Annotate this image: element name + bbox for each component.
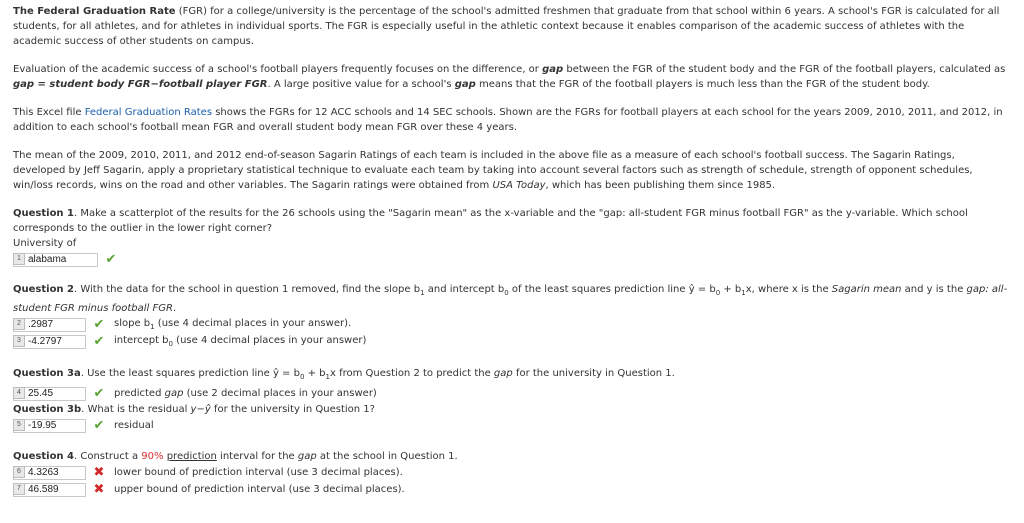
sub-1: 1 [150, 323, 155, 331]
sub-0: 0 [168, 340, 173, 348]
answer-description: upper bound of prediction interval (use 3 decimal places). [114, 484, 405, 495]
answer-field-5[interactable] [13, 419, 86, 433]
question-4-answer-row-lower [13, 464, 1010, 481]
q3b-text-a: . What is the residual [81, 404, 191, 415]
answer-field-2[interactable] [13, 318, 86, 332]
gap-term: gap [493, 368, 513, 379]
gap-text-a: Evaluation of the academic success of a school's football players frequently focuses on the difference, or [13, 64, 543, 75]
question-1-label: Question 1 [13, 208, 74, 219]
q2-text-a: . With the data for the school in question 1 removed, find the slope b [74, 284, 421, 295]
question-1 [13, 206, 1010, 236]
residual-expression: y−ŷ [190, 404, 211, 415]
incorrect-x-icon: ✖ [93, 465, 105, 480]
sub-0: 0 [299, 373, 305, 381]
answer-description: residual [114, 420, 154, 431]
gap-formula: gap = student body FGR−football player FGR [13, 79, 268, 90]
question-3b-answer-row [13, 417, 1010, 434]
question-4 [13, 449, 1010, 464]
excel-paragraph [13, 105, 1010, 135]
sagarin-text-b: , which has been publishing them since 1985. [545, 180, 776, 191]
q3b-text-b: for the university in Question 1? [210, 404, 375, 415]
q2-text-d: + b [720, 284, 742, 295]
q3a-text-d: for the university in Question 1. [512, 368, 675, 379]
x-variable: Sagarin mean [831, 284, 902, 295]
answer-field-7[interactable] [13, 483, 86, 497]
correct-check-icon: ✔ [93, 418, 105, 433]
question-3a-answer-row [13, 385, 1010, 402]
intro-text: (FGR) for a college/university is the percentage of the school's admitted freshmen that graduate from that school within 6 years. A school's FGR is calculated for all students, for all athletes, and for athletes in individual sports. The FGR is especially useful in the athletic context because it enables comparison of the academic success of athletes with the academic success of other students on campus. [13, 6, 1000, 47]
question-4-answer-row-upper [13, 481, 1010, 498]
question-2-label: Question 2 [13, 284, 74, 295]
answer-number-tag: 2 [13, 318, 25, 330]
answer-field-4[interactable] [13, 387, 86, 401]
answer-number-tag: 7 [13, 483, 25, 495]
incorrect-x-icon: ✖ [93, 482, 105, 497]
q3a-text-c: x from Question 2 to predict the [330, 368, 494, 379]
usa-today-source: USA Today [492, 180, 546, 191]
sub-1: 1 [325, 373, 330, 381]
sub-0: 0 [715, 289, 721, 297]
gap-term-2: gap [454, 79, 476, 90]
answer-field-1[interactable] [13, 253, 98, 267]
q3a-text-a: . Use the least squares prediction line ŷ = b [80, 368, 300, 379]
q4-text-d: at the school in Question 1. [316, 451, 458, 462]
sagarin-text-a: The mean of the 2009, 2010, 2011, and 2012 end-of-season Sagarin Ratings of each team is included in the above file as a measure of each school's football success. The Sagarin Ratings, developed by Jeff Sagarin, apply a proprietary statistical technique to evaluate each team by taking into account several factors such as strength of schedule, strength of opponent schedules, win/loss records, wins on the road and other variables. The Sagarin ratings were obtained from [13, 150, 973, 191]
answer-number-tag: 1 [13, 253, 25, 265]
desc-b: (use 2 decimal places in your answer) [183, 388, 377, 399]
gap-term: gap [297, 451, 317, 462]
question-1-prefix: University of [13, 238, 77, 249]
question-3b [13, 402, 1010, 417]
q3a-text-b: + b [304, 368, 326, 379]
answer-number-tag: 3 [13, 335, 25, 347]
correct-check-icon: ✔ [93, 317, 105, 332]
desc-b: (use 4 decimal places in your answer). [154, 318, 352, 329]
question-4-label: Question 4 [13, 451, 74, 462]
gap-text-b: between the FGR of the student body and the FGR of the football players, calculated as [563, 64, 1006, 75]
y-variable: gap: all-student FGR minus football FGR [13, 284, 1008, 314]
answer-description: lower bound of prediction interval (use 3 decimal places). [114, 467, 403, 478]
desc-a: slope b [114, 318, 151, 329]
fgr-term: The Federal Graduation Rate [13, 6, 176, 17]
q2-text-b: and intercept b [424, 284, 505, 295]
intro-paragraph [13, 4, 1010, 49]
answer-value: 25.45 [28, 387, 54, 399]
excel-text-a: This Excel file [13, 107, 85, 118]
correct-check-icon: ✔ [93, 334, 105, 349]
question-2-answer-row-slope [13, 316, 1010, 333]
answer-description [114, 318, 351, 331]
q2-text-e: x, where x is the [745, 284, 832, 295]
desc-b: (use 4 decimal places in your answer) [173, 335, 367, 346]
answer-value: 46.589 [28, 483, 59, 495]
q2-text-g: . [172, 303, 177, 314]
answer-field-3[interactable] [13, 335, 86, 349]
gap-text-c: . A large positive value for a school's [267, 79, 455, 90]
gap-term: gap [164, 388, 184, 399]
question-1-text: . Make a scatterplot of the results for the 26 schools using the "Sagarin mean" as the x-variable and the "gap: all-student FGR minus football FGR" as the y-variable. Which school corresponds to the outlier in the lower right corner? [13, 208, 968, 234]
q4-text-c: interval for the [216, 451, 298, 462]
desc-a: intercept b [114, 335, 169, 346]
sub-1: 1 [420, 289, 425, 297]
sub-1: 1 [741, 289, 746, 297]
sagarin-paragraph [13, 148, 1010, 193]
answer-number-tag: 5 [13, 419, 25, 431]
answer-number-tag: 6 [13, 466, 25, 478]
q2-text-f: and y is the [901, 284, 967, 295]
confidence-percent: 90% [141, 451, 164, 462]
answer-value: alabama [28, 253, 67, 265]
answer-value: -19.95 [28, 419, 57, 431]
answer-description [114, 388, 377, 399]
answer-value: 4.3263 [28, 466, 59, 478]
prediction-term: prediction [166, 451, 217, 462]
gap-text-d: means that the FGR of the football players is much less than the FGR of the student body. [475, 79, 930, 90]
question-2 [13, 282, 1010, 316]
gap-term: gap [542, 64, 564, 75]
answer-value: .2987 [28, 318, 54, 330]
answer-number-tag: 4 [13, 387, 25, 399]
question-3a [13, 366, 1010, 385]
excel-text-b: shows the FGRs for 12 ACC schools and 14 SEC schools. Shown are the FGRs for football players at each school for the years 2009, 2010, 2011, and 2012, in addition to each school's football mean FGR and overall student body mean FGR over these 4 years. [13, 107, 1003, 133]
question-3b-label: Question 3b [13, 404, 82, 415]
desc-a: predicted [114, 388, 165, 399]
question-2-answer-row-intercept [13, 333, 1010, 350]
answer-description [114, 335, 366, 348]
answer-field-6[interactable] [13, 466, 86, 480]
q4-text-a: . Construct a [74, 451, 142, 462]
gap-paragraph [13, 62, 1010, 92]
correct-check-icon: ✔ [105, 252, 117, 267]
q2-text-c: of the least squares prediction line ŷ = b [508, 284, 716, 295]
question-3a-label: Question 3a [13, 368, 81, 379]
correct-check-icon: ✔ [93, 386, 105, 401]
sub-0: 0 [504, 289, 509, 297]
federal-graduation-rates-link[interactable]: Federal Graduation Rates [84, 107, 213, 118]
answer-value: -4.2797 [28, 335, 62, 347]
question-1-answer-row [13, 251, 1010, 268]
